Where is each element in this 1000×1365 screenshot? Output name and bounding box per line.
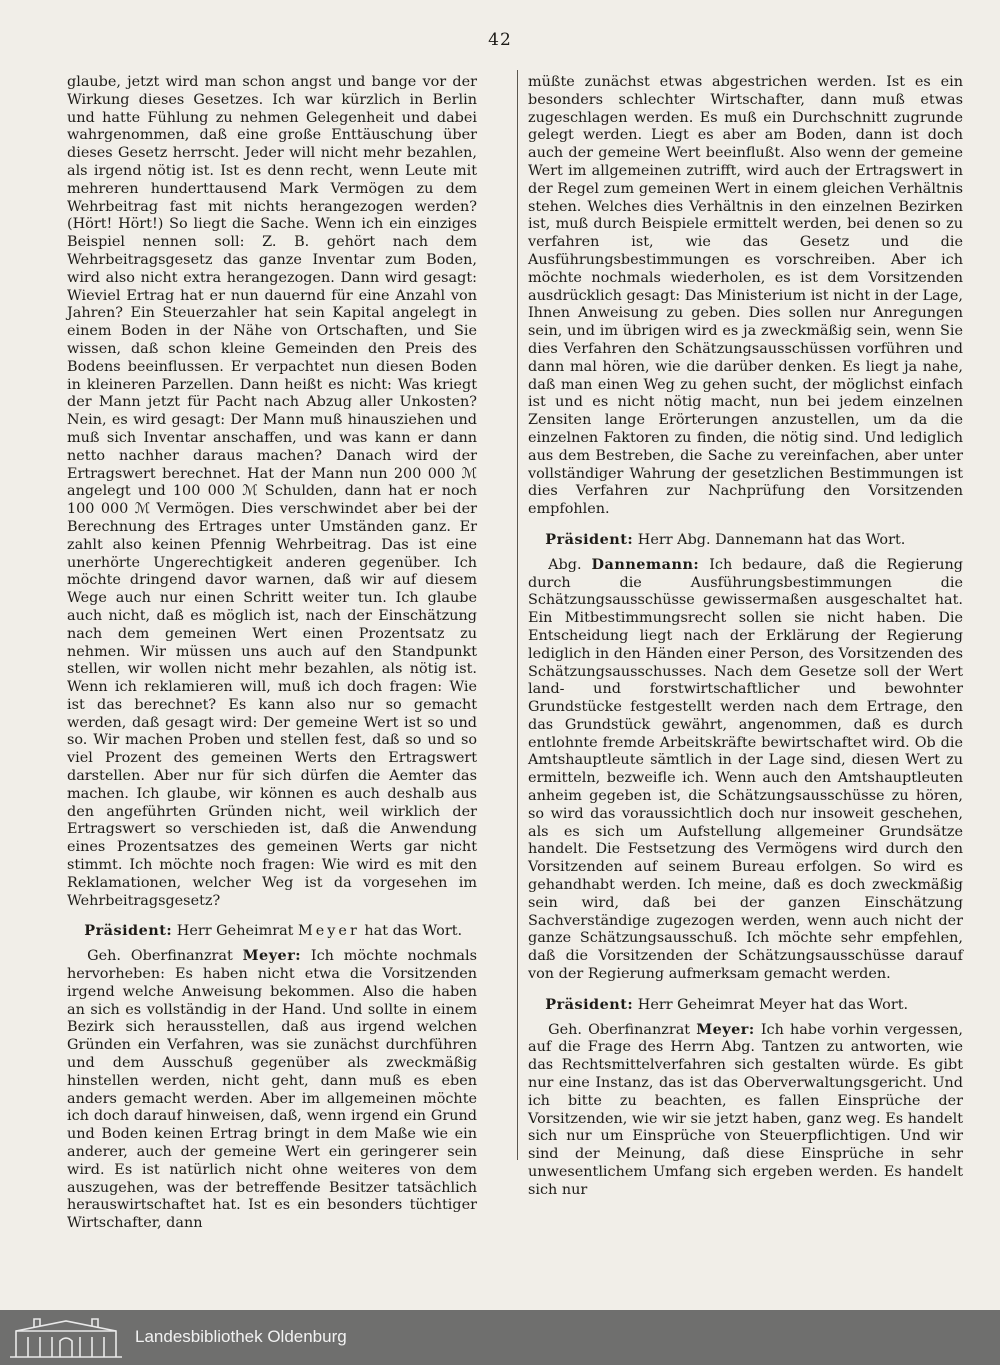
speech-name: Meyer: [696,1020,755,1038]
speech-text: Ich bedaure, daß die Regierung durch die Ausführungsbestimmungen die Schätzungsausschüsse gewissermaßen ausgeschaltet hat. Ein Mitbestimmungsrecht sollen sie nicht haben. Die Entscheidung liegt nach der Erklärung der Regierung lediglich in den Händen einer Person, des Vorsitzenden des Schätzungsausschusses. Nach dem Gesetze soll der Wert land- und forstwirtschaftlicher und bewohnter Grundstücke festgestellt werden nach dem Ertrage, den das Grundstück gewährt, angenommen, daß es durch entlohnte fremde Arbeitskräfte bewirtschaftet wird. Ob die Amtshauptleute sämtlich in der Lage sind, diesen Wert zu ermitteln, bezweifle ich. Wenn auch den Amtshauptleuten anheim gegeben ist, die Schätzungsausschüsse zu hören, so wird das voraussichtlich doch nur insoweit geschehen, als es sich um Aufstellung allgemeiner Grundsätze handelt. Die Festsetzung des Vermögens wird durch den Vorsitzenden auf seinem Bureau erfolgen. So wird es gehandhabt werden. Ich meine, daß es doch zweckmäßig sein wird, daß bei der ganzen Einschätzung Sachverständige zugezogen werden, wenn auch nicht der ganze Schätzungsausschuß. Ich möchte sehr empfehlen, daß die Vorsitzenden der Schätzungsausschüsse darauf von der Regierung aufmerksam gemacht werden. [528,556,964,983]
right-column [528,74,963,1200]
reply-text: Ich möchte nochmals hervorheben: Es haben nicht etwa die Vorsitzenden irgend welche Anweisung bekommen. Also die haben an sich es vollständig in der Hand. Und sollte in einem Bezirk sich herausstellen, daß aus irgend welchen Gründen ein Verfahren, was sie zunächst durchführen und dem Ausschuß gegenüber als zweckmäßig hinstellen werden, nicht geht, dann muß es eben anders gemacht werden. Aber im allgemeinen möchte ich doch darauf hinweisen, daß, wenn irgend ein Grund und Boden keinen Ertrag bringt in dem Maße wie ein anderer, auch der gemeine Wert ein geringerer sein wird. Es ist natürlich nicht ohne weiteres von dem auszugehen, was der betreffende Besitzer tatsächlich herauswirtschaftet hat. Ist es ein besonders tüchtiger Wirtschafter, dann [67,948,477,1232]
library-name: Landesbibliothek Oldenburg [135,1327,347,1346]
right-speaker-announcement-2 [528,996,963,1015]
speaker-text: Herr Geheimrat Meyer hat das Wort. [637,996,909,1013]
left-speaker-announcement [67,922,477,941]
reply-intro: Geh. Oberfinanzrat [87,948,243,965]
speaker-label: Präsident: [545,530,634,548]
right-paragraph-opening: müßte zunächst etwas abgestrichen werden. Ist es ein besonders schlechter Wirtschafter, dann muß etwas zugeschlagen werden. Es muß ein Durchschnitt zugrunde gelegt werden. Liegt es aber am Boden, dann ist doch auch der gemeine Wert beeinflußt. Also wenn der gemeine Wert im allgemeinen zutrifft, wird auch der Ertragswert in der Regel zum gemeinen Wert in einem gleichen Verhältnis stehen. Welches dies Verhältnis in den einzelnen Bezirken ist, muß durch Beispiele ermittelt werden, bei denen so zu verfahren ist, wie das Gesetz und die Ausführungsbestimmungen es vorschreiben. Aber ich möchte nochmals wiederholen, es ist dem Vorsitzenden ausdrücklich gesagt: Das Ministerium ist nicht in der Lage, Ihnen Anweisung zu geben. Dies sollen nur Anregungen sein, und im übrigen wird es ja zweckmäßig sein, wenn Sie dies Verfahren den Schätzungsausschüssen vorführen und dann mal hören, wie die darüber denken. Es liegt ja nahe, daß man einen Weg zu gehen sucht, der möglichst einfach ist und es nicht nötig macht, nun bei jedem einzelnen Zensiten lange Erörterungen anzustellen, um da die einzelnen Faktoren zu finden, die nötig sind. Und lediglich aus dem Bestreben, die Sache zu vereinfachen, aber unter vollständiger Wahrung der gesetzlichen Bestimmungen ist dies Verfahren zur Nachprüfung den Vorsitzenden empfohlen. [528,74,963,518]
speaker-label: Präsident: [84,922,173,940]
left-paragraph: glaube, jetzt wird man schon angst und bange vor der Wirkung dieses Gesetzes. Ich war kürzlich in Berlin und hatte Fühlung zu nehmen Gelegenheit und dabei wahrgenommen, daß eine große Enttäuschung über dieses Gesetz herrscht. Jeder will nicht mehr bezahlen, als irgend nötig ist. Ist es denn recht, wenn Leute mit mehreren hunderttausend Mark Vermögen zu dem Wehrbeitrag fast mit nichts herangezogen werden? (Hört! Hört!) So liegt die Sache. Wenn ich ein einziges Beispiel nennen soll: Z. B. gehört nach dem Wehrbeitragsgesetz das ganze Inventar zum Boden, wird also nicht extra herangezogen. Dann wird gesagt: Wieviel Ertrag hat er nun dauernd für eine Anzahl von Jahren? Ein Steuerzahler hat sein Kapital angelegt in einem Boden in der Nähe von Ortschaften, und Sie wissen, daß schon kleine Gemeinden den Preis des Bodens beeinflussen. Er verpachtet nun diesen Boden in kleineren Parzellen. Dann heißt es nicht: Was kriegt der Mann jetzt für Pacht nach Abzug aller Unkosten? Nein, es wird gesagt: Der Mann muß hinausziehen und muß sich Inventar anschaffen, und was kann er dann netto nachher daraus machen? Danach wird der Ertragswert berechnet. Hat der Mann nun 200 000 ℳ angelegt und 100 000 ℳ Schulden, dann hat er noch 100 000 ℳ Vermögen. Dies verschwindet aber bei der Berechnung des Ertrages unter Umständen ganz. Er zahlt also keinen Pfennig Wehrbeitrag. Das ist eine unerhörte Ungerechtigkeit anderen gegenüber. Ich möchte dringend davor warnen, daß wir auf diesem Wege auch nur einen Schritt weiter tun. Ich glaube auch nicht, daß es möglich ist, nach der Einschätzung nach dem gemeinen Wert einen Prozentsatz zu nehmen. Wir müssen uns auch auf den Standpunkt stellen, wir wollen nicht mehr bezahlen, als nötig ist. Wenn ich reklamieren will, muß ich doch fragen: Wie ist das berechnet? Es kann also nur so gemacht werden, daß gesagt wird: Der gemeine Wert ist so und so. Wir machen Proben und stellen fest, daß so und so viel Prozent des gemeinen Werts den Ertragswert darstellen. Aber nur für sich dürfen die Aemter das machen. Ich glaube, wir können es auch deshalb aus den angeführten Gründen nicht, weil wirklich der Ertragswert so verschieden ist, daß die Anwendung eines Prozentsatzes des gemeinen Werts gar nicht stimmt. Ich möchte noch fragen: Wie wird es mit den Reklamationen, welcher Weg ist da vorgesehen im Wehrbeitragsgesetz? [67,74,477,909]
right-dannemann-speech [528,556,963,984]
right-speaker-announcement-1 [528,531,963,550]
reply-name: Meyer: [242,947,302,965]
speech-intro: Geh. Oberfinanzrat [548,1021,697,1038]
speaker-text: Herr Abg. Dannemann hat das Wort. [637,531,906,548]
speech-text: Ich habe vorhin vergessen, auf die Frage des Herrn Abg. Tantzen zu antworten, wie das Rechtsmittelverfahren sich gestalten würde. Es gibt nur eine Instanz, das ist das Oberverwaltungsgericht. Und ich bitte zu beachten, es fallen Einsprüche der Vorsitzenden, wie wir sie jetzt haben, ganz weg. Es handelt sich nur um Einsprüche von Steuerpflichtigen. Und wir sind der Meinung, daß diese Einsprüche in sehr unwesentlichem Umfang sich ergeben werden. Es handelt sich nur [528,1021,963,1198]
left-meyer-reply [67,947,477,1233]
speaker-tail: hat das Wort. [359,923,463,940]
page-number: 42 [488,30,512,50]
library-building-icon [6,1315,126,1361]
speech-intro: Abg. [548,556,592,573]
speaker-name: Meyer [298,923,360,940]
right-meyer-speech [528,1021,963,1200]
speaker-text: Herr Geheimrat [176,923,299,940]
speaker-label: Präsident: [545,995,634,1013]
column-divider [517,70,518,1160]
footer-bar [0,1310,1000,1365]
speech-name: Dannemann: [591,555,700,573]
left-column [67,74,477,1233]
